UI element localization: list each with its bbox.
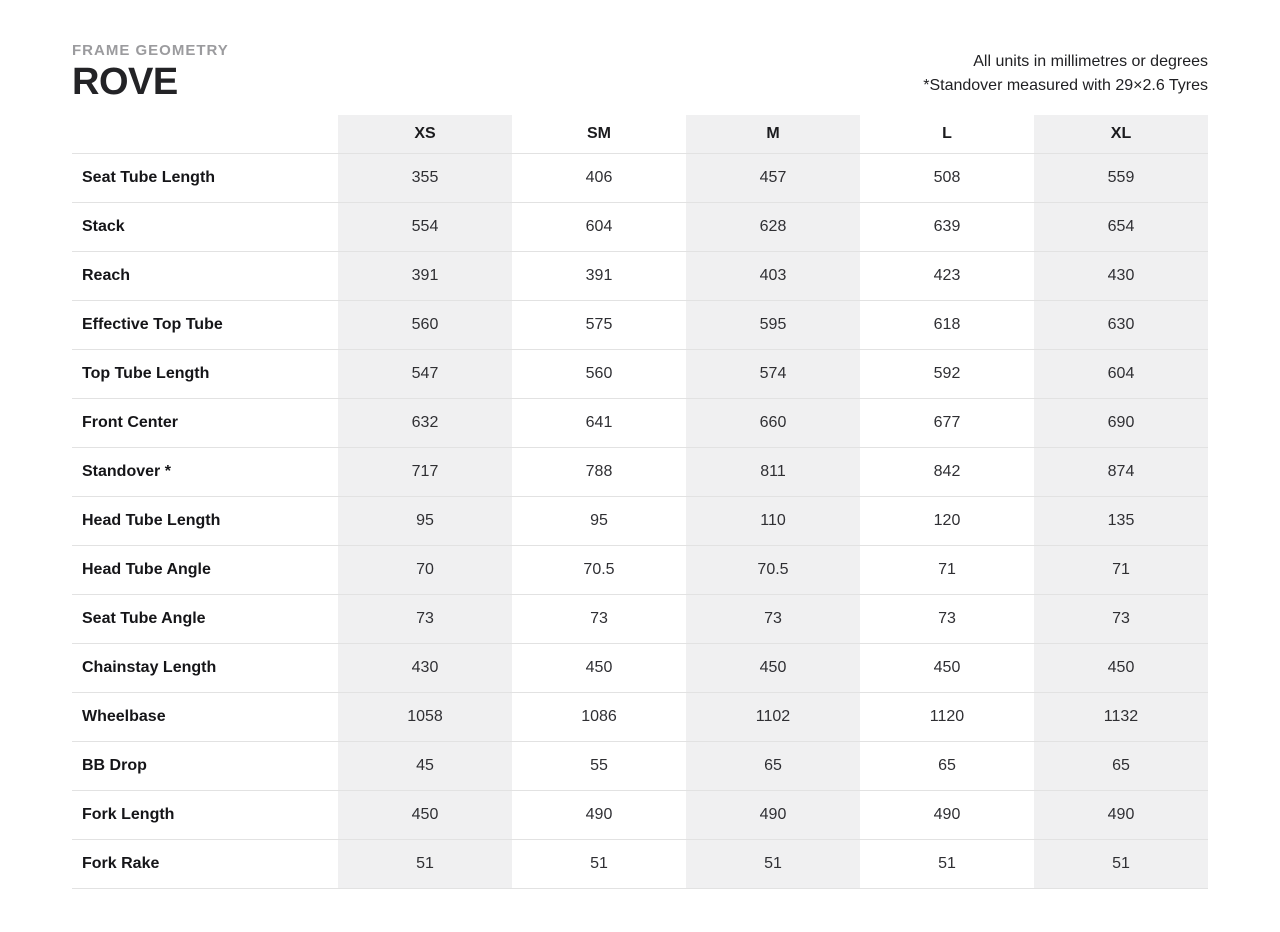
value-cell: 1132 <box>1034 692 1208 741</box>
value-cell: 73 <box>512 594 686 643</box>
value-cell: 490 <box>686 790 860 839</box>
value-cell: 70.5 <box>512 545 686 594</box>
value-cell: 71 <box>1034 545 1208 594</box>
value-cell: 618 <box>860 300 1034 349</box>
value-cell: 639 <box>860 202 1034 251</box>
row-label: Wheelbase <box>72 692 338 741</box>
value-cell: 73 <box>338 594 512 643</box>
value-cell: 490 <box>860 790 1034 839</box>
column-header-m: M <box>686 115 860 153</box>
value-cell: 391 <box>338 251 512 300</box>
value-cell: 574 <box>686 349 860 398</box>
value-cell: 604 <box>512 202 686 251</box>
value-cell: 641 <box>512 398 686 447</box>
value-cell: 110 <box>686 496 860 545</box>
value-cell: 630 <box>1034 300 1208 349</box>
row-label: Seat Tube Length <box>72 153 338 202</box>
value-cell: 547 <box>338 349 512 398</box>
row-label: Top Tube Length <box>72 349 338 398</box>
value-cell: 73 <box>686 594 860 643</box>
value-cell: 554 <box>338 202 512 251</box>
value-cell: 65 <box>686 741 860 790</box>
table-row <box>72 398 1208 447</box>
value-cell: 70 <box>338 545 512 594</box>
table-row <box>72 594 1208 643</box>
table-row <box>72 741 1208 790</box>
value-cell: 403 <box>686 251 860 300</box>
row-label: Stack <box>72 202 338 251</box>
value-cell: 1120 <box>860 692 1034 741</box>
geometry-table-head <box>72 115 1208 153</box>
standover-note-line: *Standover measured with 29×2.6 Tyres <box>923 77 1208 94</box>
value-cell: 51 <box>686 839 860 888</box>
value-cell: 677 <box>860 398 1034 447</box>
value-cell: 490 <box>512 790 686 839</box>
value-cell: 560 <box>338 300 512 349</box>
row-label: Chainstay Length <box>72 643 338 692</box>
value-cell: 120 <box>860 496 1034 545</box>
value-cell: 135 <box>1034 496 1208 545</box>
header-row <box>72 115 1208 153</box>
value-cell: 1086 <box>512 692 686 741</box>
value-cell: 508 <box>860 153 1034 202</box>
value-cell: 628 <box>686 202 860 251</box>
value-cell: 575 <box>512 300 686 349</box>
page-title: ROVE <box>72 61 178 103</box>
eyebrow-label: FRAME GEOMETRY <box>72 42 229 59</box>
column-header-l: L <box>860 115 1034 153</box>
row-label: Head Tube Angle <box>72 545 338 594</box>
geometry-table-body <box>72 153 1208 888</box>
table-row <box>72 496 1208 545</box>
value-cell: 592 <box>860 349 1034 398</box>
value-cell: 660 <box>686 398 860 447</box>
table-row <box>72 300 1208 349</box>
value-cell: 690 <box>1034 398 1208 447</box>
row-label: Effective Top Tube <box>72 300 338 349</box>
value-cell: 1058 <box>338 692 512 741</box>
value-cell: 55 <box>512 741 686 790</box>
geometry-table <box>72 115 1208 889</box>
page-header <box>72 42 1208 102</box>
value-cell: 490 <box>1034 790 1208 839</box>
value-cell: 560 <box>512 349 686 398</box>
value-cell: 73 <box>860 594 1034 643</box>
row-label: Reach <box>72 251 338 300</box>
row-label: Fork Length <box>72 790 338 839</box>
table-row <box>72 692 1208 741</box>
value-cell: 355 <box>338 153 512 202</box>
value-cell: 457 <box>686 153 860 202</box>
value-cell: 95 <box>338 496 512 545</box>
value-cell: 450 <box>686 643 860 692</box>
table-row <box>72 202 1208 251</box>
value-cell: 604 <box>1034 349 1208 398</box>
value-cell: 73 <box>1034 594 1208 643</box>
corner-cell <box>72 115 338 153</box>
row-label: BB Drop <box>72 741 338 790</box>
value-cell: 70.5 <box>686 545 860 594</box>
value-cell: 1102 <box>686 692 860 741</box>
value-cell: 811 <box>686 447 860 496</box>
value-cell: 65 <box>1034 741 1208 790</box>
value-cell: 595 <box>686 300 860 349</box>
value-cell: 632 <box>338 398 512 447</box>
row-label: Fork Rake <box>72 839 338 888</box>
table-row <box>72 790 1208 839</box>
value-cell: 65 <box>860 741 1034 790</box>
value-cell: 51 <box>1034 839 1208 888</box>
value-cell: 874 <box>1034 447 1208 496</box>
table-row <box>72 447 1208 496</box>
title-block <box>72 42 229 102</box>
value-cell: 95 <box>512 496 686 545</box>
column-header-xs: XS <box>338 115 512 153</box>
value-cell: 450 <box>860 643 1034 692</box>
row-label: Front Center <box>72 398 338 447</box>
table-row <box>72 839 1208 888</box>
table-row <box>72 643 1208 692</box>
value-cell: 45 <box>338 741 512 790</box>
value-cell: 842 <box>860 447 1034 496</box>
column-header-xl: XL <box>1034 115 1208 153</box>
units-notes <box>923 42 1208 98</box>
table-row <box>72 153 1208 202</box>
row-label: Standover * <box>72 447 338 496</box>
value-cell: 51 <box>512 839 686 888</box>
value-cell: 450 <box>338 790 512 839</box>
row-label: Seat Tube Angle <box>72 594 338 643</box>
column-header-sm: SM <box>512 115 686 153</box>
table-row <box>72 545 1208 594</box>
value-cell: 430 <box>1034 251 1208 300</box>
value-cell: 654 <box>1034 202 1208 251</box>
value-cell: 51 <box>860 839 1034 888</box>
units-note-line: All units in millimetres or degrees <box>973 53 1208 70</box>
value-cell: 423 <box>860 251 1034 300</box>
value-cell: 71 <box>860 545 1034 594</box>
row-label: Head Tube Length <box>72 496 338 545</box>
value-cell: 450 <box>1034 643 1208 692</box>
value-cell: 788 <box>512 447 686 496</box>
value-cell: 559 <box>1034 153 1208 202</box>
table-row <box>72 251 1208 300</box>
value-cell: 717 <box>338 447 512 496</box>
table-row <box>72 349 1208 398</box>
value-cell: 450 <box>512 643 686 692</box>
value-cell: 391 <box>512 251 686 300</box>
value-cell: 430 <box>338 643 512 692</box>
value-cell: 51 <box>338 839 512 888</box>
value-cell: 406 <box>512 153 686 202</box>
